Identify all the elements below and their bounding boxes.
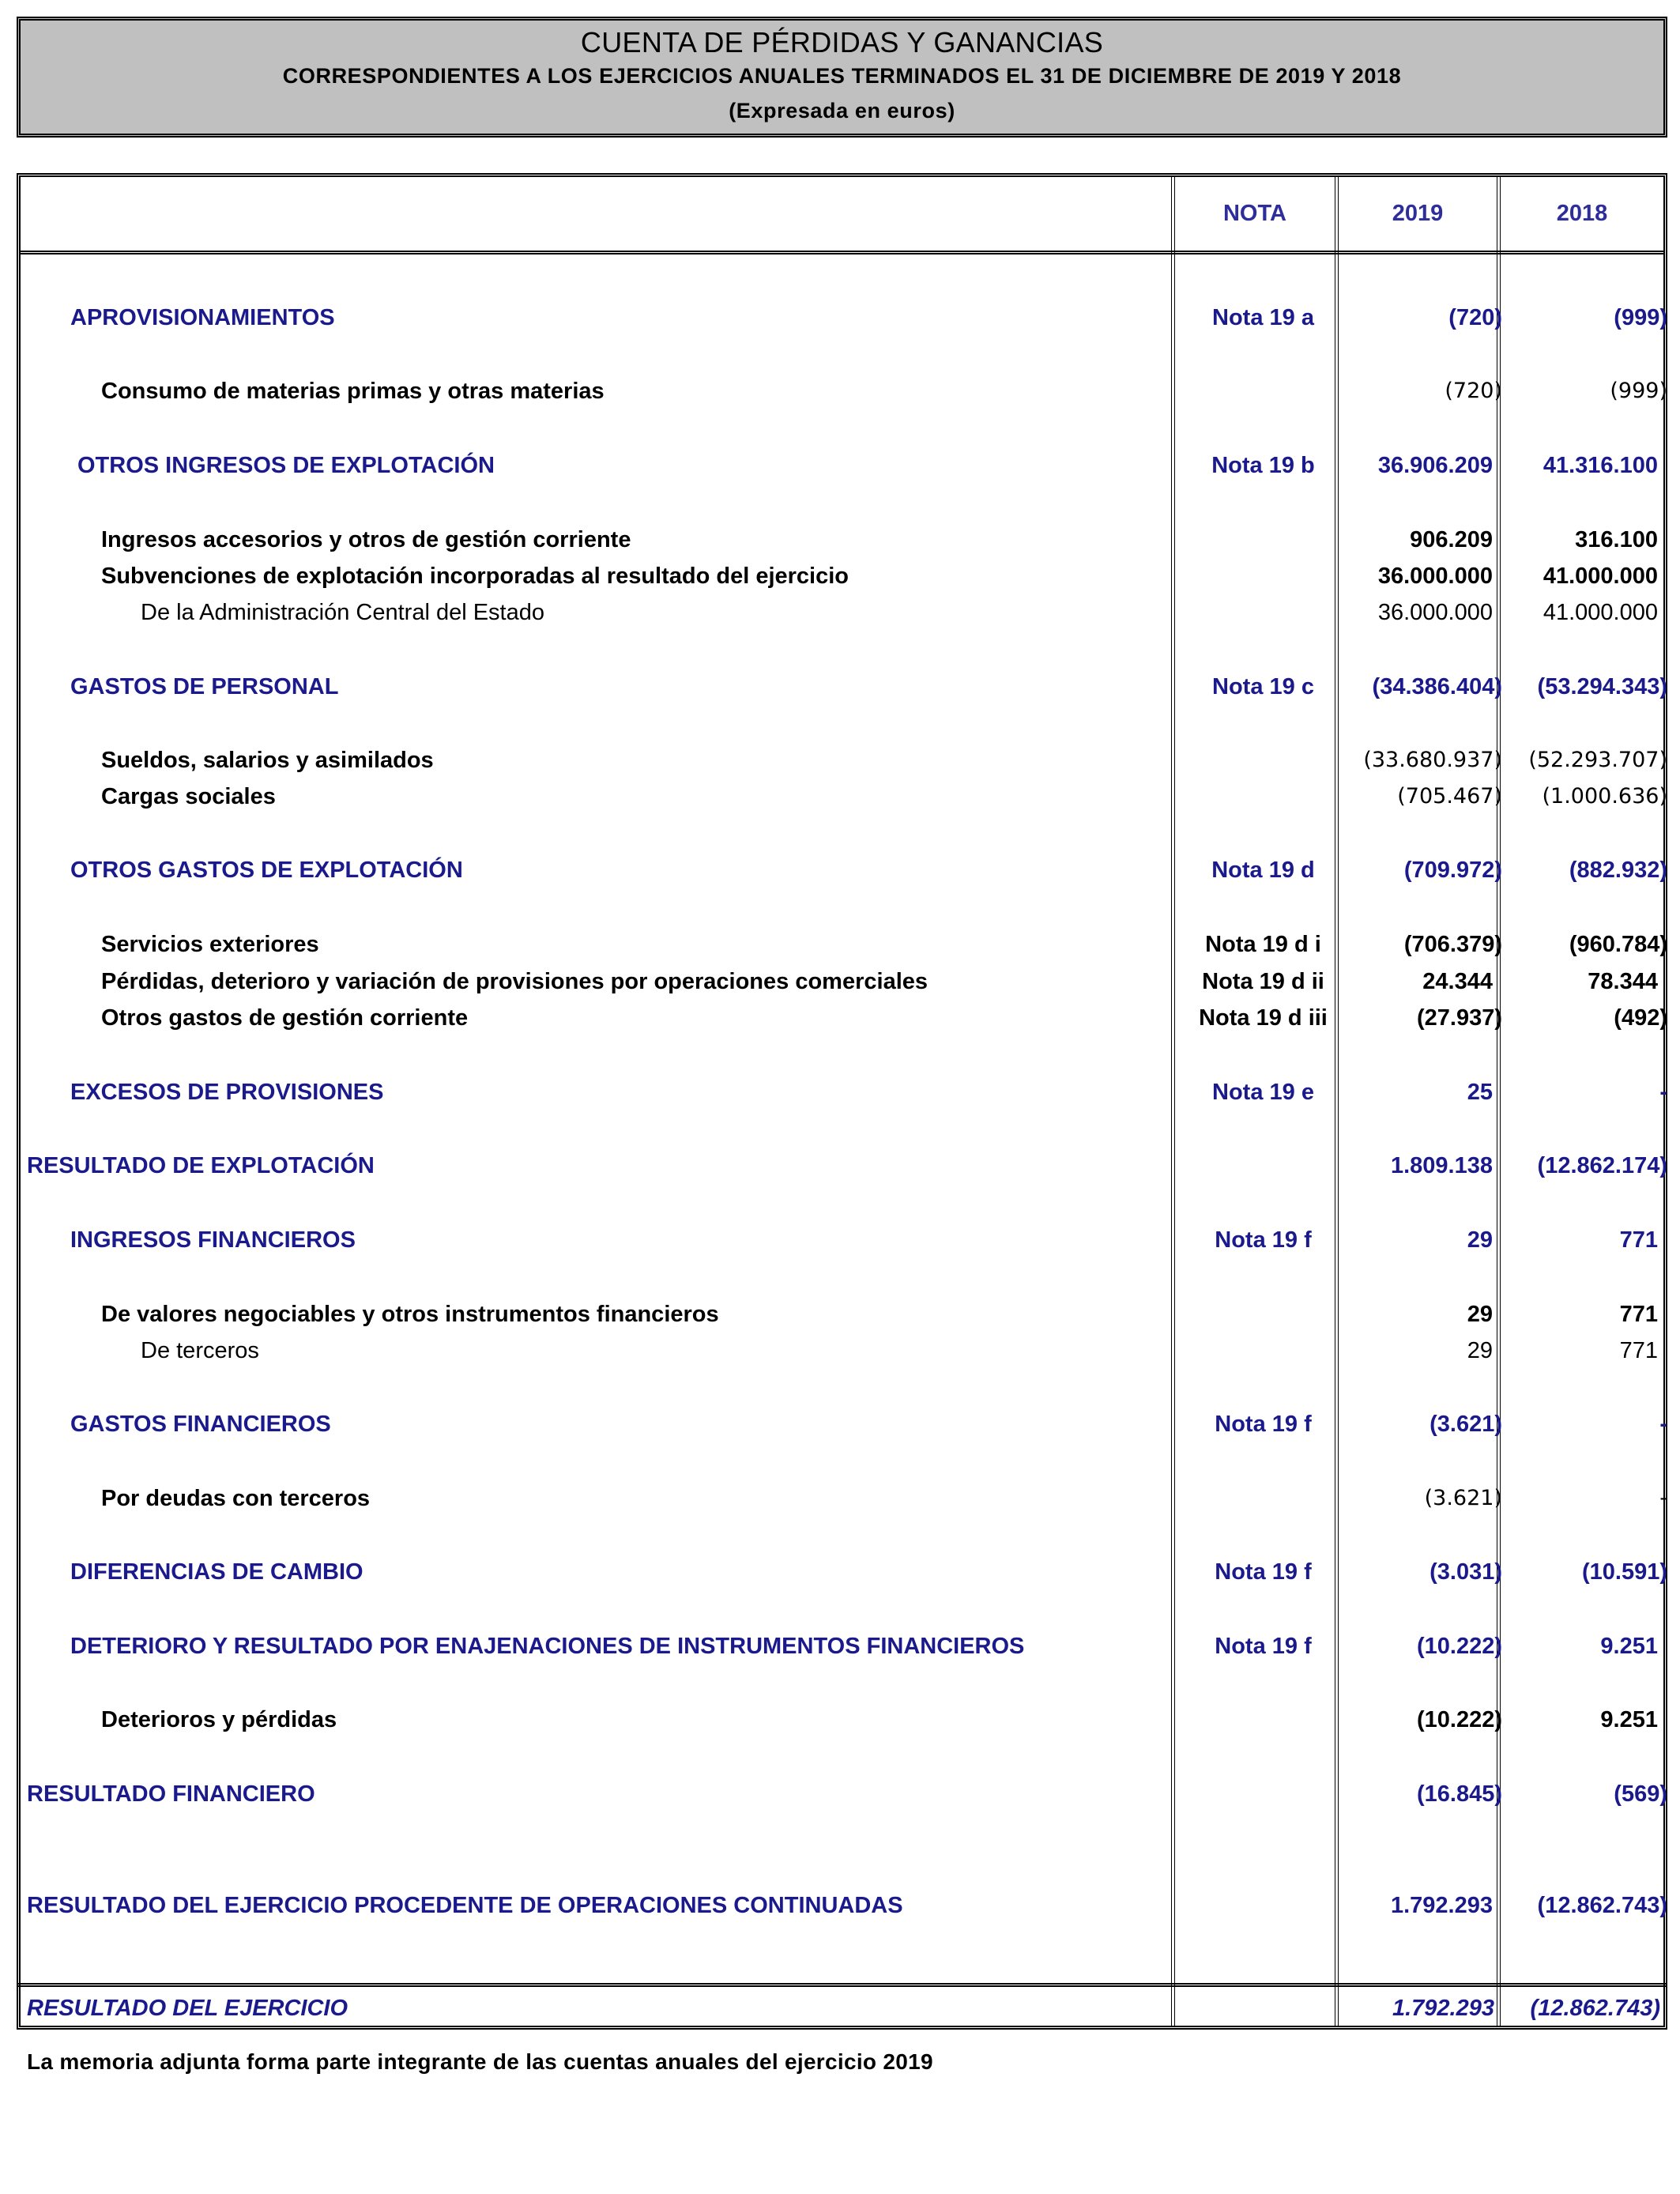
row-label: INGRESOS FINANCIEROS: [70, 1227, 356, 1253]
table-row: [21, 1001, 1667, 1035]
row-value-2018: -: [1659, 1486, 1667, 1510]
row-label: RESULTADO DEL EJERCICIO PROCEDENTE DE OPERACIONES CONTINUADAS: [27, 1893, 903, 1918]
row-value-2019: (705.467): [1397, 784, 1502, 809]
table-row: [21, 779, 1667, 814]
row-value-2019: 36.000.000: [1377, 600, 1493, 625]
row-nota: Nota 19 f: [1215, 1227, 1312, 1253]
table-row: [21, 1297, 1663, 1332]
row-value-2019: (10.222): [1416, 1707, 1502, 1732]
final-result-label: RESULTADO DEL EJERCICIO: [27, 1996, 348, 2021]
row-label: OTROS GASTOS DE EXPLOTACIÓN: [70, 858, 463, 883]
row-value-2019: 1.809.138: [1390, 1153, 1493, 1178]
statement-unit: (Expresada en euros): [729, 99, 955, 123]
row-value-2018: (960.784): [1569, 932, 1667, 957]
row-label: APROVISIONAMIENTOS: [70, 305, 335, 330]
table-row: [21, 448, 1663, 483]
row-nota: Nota 19 b: [1211, 453, 1315, 478]
row-value-2019: 24.344: [1422, 969, 1493, 994]
footnote: La memoria adjunta forma parte integrante de las cuentas anuales del ejercicio 2019: [27, 2049, 933, 2074]
row-nota: Nota 19 d iii: [1199, 1005, 1328, 1031]
row-value-2019: 29: [1467, 1227, 1493, 1253]
row-nota: Nota 19 f: [1215, 1412, 1312, 1437]
row-value-2018: 9.251: [1600, 1707, 1658, 1732]
row-value-2018: 78.344: [1588, 969, 1658, 994]
table-row: [21, 522, 1663, 557]
row-label: OTROS INGRESOS DE EXPLOTACIÓN: [77, 453, 495, 478]
table-row: [21, 1481, 1667, 1516]
row-nota: Nota 19 c: [1212, 674, 1314, 699]
row-value-2018: (569): [1614, 1781, 1667, 1807]
row-value-2019: 906.209: [1410, 527, 1493, 552]
row-value-2018: (12.862.174): [1537, 1153, 1667, 1178]
row-label: De valores negociables y otros instrumentos financieros: [101, 1302, 719, 1327]
row-value-2019: (16.845): [1416, 1781, 1502, 1807]
row-value-2019: (720): [1445, 379, 1502, 403]
table-row: [21, 1777, 1667, 1811]
row-value-2019: (34.386.404): [1372, 674, 1502, 699]
table-row: [21, 559, 1663, 594]
row-label: Por deudas con terceros: [101, 1486, 371, 1511]
table-row: [21, 1702, 1663, 1737]
row-label: De terceros: [141, 1338, 259, 1363]
column-header-nota: NOTA: [1222, 201, 1286, 226]
row-value-2019: (3.031): [1430, 1559, 1502, 1585]
row-value-2018: (999): [1610, 379, 1667, 403]
row-value-2018: (12.862.743): [1537, 1893, 1667, 1918]
row-nota: Nota 19 a: [1212, 305, 1314, 330]
statement-title: CUENTA DE PÉRDIDAS Y GANANCIAS: [580, 26, 1104, 58]
row-value-2019: 29: [1467, 1338, 1493, 1363]
row-nota: Nota 19 e: [1212, 1080, 1314, 1105]
row-value-2018: -: [1659, 1412, 1667, 1437]
row-label: DETERIORO Y RESULTADO POR ENAJENACIONES DE INSTRUMENTOS FINANCIEROS: [70, 1634, 1025, 1659]
table-row: [21, 300, 1667, 335]
row-value-2019: (33.680.937): [1363, 748, 1502, 772]
row-value-2019: (706.379): [1403, 932, 1502, 957]
table-row: [21, 1407, 1667, 1442]
row-value-2019: 1.792.293: [1390, 1893, 1493, 1918]
row-value-2019: 29: [1467, 1302, 1493, 1327]
row-value-2019: (3.621): [1430, 1412, 1502, 1437]
row-value-2018: 41.000.000: [1543, 600, 1658, 625]
row-nota: Nota 19 d: [1211, 858, 1315, 883]
row-label: RESULTADO FINANCIERO: [27, 1781, 315, 1807]
table-row: [21, 1223, 1663, 1257]
row-label: RESULTADO DE EXPLOTACIÓN: [27, 1153, 375, 1178]
row-label: Ingresos accesorios y otros de gestión corriente: [101, 527, 631, 552]
income-statement-table: [17, 173, 1667, 2030]
row-nota: Nota 19 d ii: [1202, 969, 1324, 994]
row-label: Consumo de materias primas y otras materias: [101, 379, 605, 404]
row-value-2019: 36.000.000: [1377, 564, 1493, 589]
row-value-2019: (3.621): [1424, 1486, 1502, 1510]
final-result-2018: (12.862.743): [1530, 1996, 1660, 2021]
table-row: [21, 1075, 1667, 1110]
row-value-2018: 316.100: [1575, 527, 1658, 552]
row-value-2019: (709.972): [1403, 858, 1502, 883]
final-row-divider: [17, 1983, 1667, 1990]
row-label: Sueldos, salarios y asimilados: [101, 748, 434, 773]
row-value-2018: 771: [1619, 1338, 1658, 1363]
row-nota: Nota 19 f: [1215, 1559, 1312, 1585]
row-label: Cargas sociales: [101, 784, 276, 809]
row-value-2018: (10.591): [1581, 1559, 1667, 1585]
row-nota: Nota 19 d i: [1205, 932, 1321, 957]
row-value-2018: (999): [1614, 305, 1667, 330]
table-row: [21, 964, 1663, 999]
row-value-2018: 771: [1619, 1227, 1658, 1253]
row-label: Deterioros y pérdidas: [101, 1707, 337, 1732]
table-row: [21, 1629, 1663, 1664]
table-row: [21, 1555, 1667, 1589]
table-row: [21, 853, 1667, 888]
column-header-row: [21, 177, 1663, 254]
row-value-2018: (882.932): [1569, 858, 1667, 883]
table-row: [21, 669, 1667, 704]
row-value-2018: 771: [1619, 1302, 1658, 1327]
row-value-2018: (492): [1614, 1005, 1667, 1031]
column-header-2018: 2018: [1556, 201, 1608, 226]
row-label: DIFERENCIAS DE CAMBIO: [70, 1559, 363, 1585]
row-value-2018: 41.000.000: [1543, 564, 1658, 589]
row-value-2018: (52.293.707): [1528, 748, 1667, 772]
row-value-2019: (720): [1448, 305, 1502, 330]
table-row: [21, 1333, 1663, 1368]
table-row: [21, 743, 1667, 778]
table-row: [21, 1888, 1667, 1923]
row-value-2018: 41.316.100: [1543, 453, 1658, 478]
row-nota: Nota 19 f: [1215, 1634, 1312, 1659]
statement-header: [17, 17, 1667, 138]
row-label: GASTOS DE PERSONAL: [70, 674, 339, 699]
row-label: Otros gastos de gestión corriente: [101, 1005, 469, 1031]
column-header-2019: 2019: [1392, 201, 1444, 226]
row-label: GASTOS FINANCIEROS: [70, 1412, 331, 1437]
row-label: Servicios exteriores: [101, 932, 319, 957]
statement-subtitle: CORRESPONDIENTES A LOS EJERCICIOS ANUALES TERMINADOS EL 31 DE DICIEMBRE DE 2019 Y 2018: [282, 64, 1402, 88]
row-label: Pérdidas, deterioro y variación de provisiones por operaciones comerciales: [101, 969, 929, 994]
final-result-row: [17, 1990, 1667, 2030]
row-value-2019: (10.222): [1416, 1634, 1502, 1659]
row-label: EXCESOS DE PROVISIONES: [70, 1080, 384, 1105]
table-row: [21, 595, 1663, 630]
row-value-2018: 9.251: [1600, 1634, 1658, 1659]
row-value-2019: (27.937): [1416, 1005, 1502, 1031]
table-row: [21, 374, 1667, 409]
row-value-2019: 25: [1467, 1080, 1493, 1105]
table-row: [21, 1148, 1667, 1183]
row-label: De la Administración Central del Estado: [141, 600, 544, 625]
row-label: Subvenciones de explotación incorporadas al resultado del ejercicio: [101, 564, 849, 589]
row-value-2019: 36.906.209: [1377, 453, 1493, 478]
row-value-2018: -: [1659, 1080, 1667, 1105]
final-result-2019: 1.792.293: [1392, 1996, 1494, 2021]
row-value-2018: (53.294.343): [1537, 674, 1667, 699]
row-value-2018: (1.000.636): [1542, 784, 1667, 809]
table-row: [21, 927, 1667, 962]
